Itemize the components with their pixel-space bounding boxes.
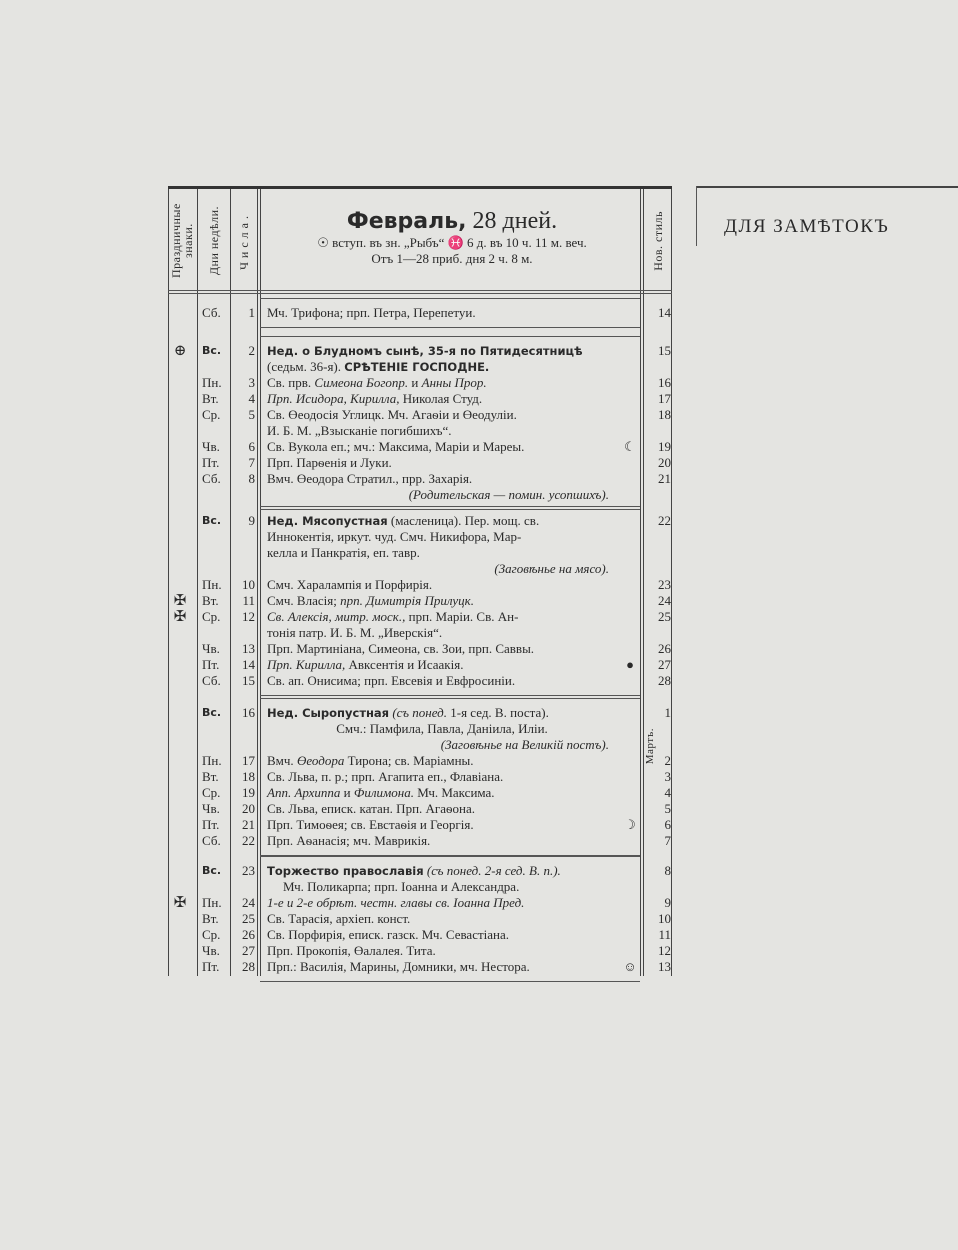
calendar-row (168, 375, 672, 391)
calendar-row-continuation (168, 487, 672, 503)
text-segment: Нед. о Блудномъ сынѣ, 35-я по Пятидесятницѣ (267, 344, 583, 358)
calendar-row (168, 673, 672, 689)
saints-text (267, 721, 617, 737)
weekday: Вт. (202, 911, 219, 926)
new-style-date: 26 (658, 641, 671, 656)
text-segment: (седьм. 36-я). (267, 359, 345, 374)
text-segment: Мч. Максима. (414, 785, 495, 800)
saints-text (267, 705, 617, 721)
saints-text (267, 343, 617, 359)
calendar-row (168, 657, 672, 673)
weekday: Вт. (202, 769, 219, 784)
text-segment: Св. Тарасія, архіеп. конст. (267, 911, 411, 926)
text-segment: СРѢТЕНІЕ ГОСПОДНЕ. (344, 360, 490, 374)
day-number: 8 (248, 471, 255, 486)
calendar-row (168, 801, 672, 817)
new-style-date: 7 (664, 833, 671, 848)
weekday: Ср. (202, 407, 221, 422)
weekday: Вт. (202, 391, 219, 406)
saints-text (267, 753, 617, 769)
weekday: Вс. (202, 706, 222, 719)
new-style-date: 20 (658, 455, 671, 470)
saints-text (267, 833, 617, 849)
text-segment: Смч.: Памфила, Павла, Даніила, Иліи. (336, 721, 548, 736)
text-segment: прп. Димитрія Прилуцк. (340, 593, 474, 608)
text-segment: и (340, 785, 354, 800)
text-segment: Авксентія и Исаакія. (345, 657, 464, 672)
day-number: 14 (242, 657, 255, 672)
day-number: 28 (242, 959, 255, 974)
text-segment: Мч. Поликарпа; прп. Іоанна и Александра. (283, 879, 520, 894)
zodiac-line: вступ. въ зн. „Рыбъ“ ♓ 6 д. въ 10 ч. 11 м. веч. (332, 235, 587, 250)
text-segment: Вмч. Өеодора Стратил., прр. Захарія. (267, 471, 473, 486)
new-style-date: 2 (664, 753, 671, 768)
day-number: 17 (242, 753, 255, 768)
saints-text (267, 545, 617, 561)
new-style-date: 6 (664, 817, 671, 832)
calendar-row (168, 513, 672, 529)
text-segment: Торжество православія (267, 864, 424, 878)
march-label: Мартъ. (643, 727, 656, 765)
calendar-row (168, 593, 672, 609)
new-style-date: 24 (658, 593, 671, 608)
calendar-row (168, 753, 672, 769)
new-style-date: 25 (658, 609, 671, 624)
text-segment: Анны Прор. (421, 375, 487, 390)
text-segment: (Заговѣнье на Великій постъ). (440, 737, 609, 752)
moon-phase-icon: ☺ (623, 959, 637, 974)
saints-text (267, 391, 617, 407)
calendar-row (168, 769, 672, 785)
text-segment: келла и Панкратія, еп. тавр. (267, 545, 420, 560)
text-segment: Прп. Исидора, Кирилла, (267, 391, 400, 406)
calendar-row-continuation (168, 737, 672, 753)
weekday: Чв. (202, 801, 220, 816)
day-number: 10 (242, 577, 255, 592)
holiday-cross-icon: ✠ (173, 609, 187, 625)
saints-text (267, 959, 617, 975)
weekday: Сб. (202, 471, 221, 486)
header-holidays-label: Праздничные знаки. (169, 203, 195, 279)
calendar-row (168, 911, 672, 927)
moon-phase-icon: ☽ (624, 817, 636, 832)
new-style-date: 1 (664, 705, 671, 720)
daylight-line: Отъ 1—28 приб. дня 2 ч. 8 м. (371, 251, 533, 266)
saints-text (267, 471, 617, 487)
saints-text (267, 673, 617, 689)
month-days: 28 дней. (472, 208, 558, 234)
weekday: Пт. (202, 959, 220, 974)
header-new-style-label: Нов. стиль (650, 211, 665, 271)
calendar-row-continuation (168, 879, 672, 895)
weekday: Сб. (202, 833, 221, 848)
new-style-date: 13 (658, 959, 671, 974)
moon-phase-icon: ☾ (624, 439, 636, 454)
new-style-date: 17 (658, 391, 671, 406)
calendar-row (168, 863, 672, 879)
new-style-date: 9 (664, 895, 671, 910)
header-weekdays (199, 194, 229, 288)
weekday: Ср. (202, 927, 221, 942)
text-segment: Прп.: Василія, Марины, Домники, мч. Нестора. (267, 959, 530, 974)
saints-text (267, 305, 617, 321)
calendar-row (168, 439, 672, 455)
text-segment: Св. Порфирія, еписк. газск. Мч. Севастіана. (267, 927, 510, 942)
text-segment: Симеона Богопр. (314, 375, 409, 390)
week-group (168, 506, 672, 696)
new-style-date: 21 (658, 471, 671, 486)
weekday: Ср. (202, 609, 221, 624)
text-segment: 1-я сед. В. поста). (446, 705, 549, 720)
day-number: 15 (242, 673, 255, 688)
saints-text (267, 785, 617, 801)
day-number: 26 (242, 927, 255, 942)
saints-text (267, 817, 617, 833)
text-segment: (съ понед. (389, 705, 447, 720)
calendar-row (168, 641, 672, 657)
text-segment: (Заговѣнье на мясо). (494, 561, 609, 576)
new-style-date: 8 (664, 863, 671, 878)
saints-text (267, 359, 617, 375)
weekday: Пн. (202, 753, 222, 768)
weekday: Вс. (202, 344, 222, 357)
notes-border (696, 186, 697, 246)
day-number: 19 (242, 785, 255, 800)
weekday: Вс. (202, 514, 222, 527)
new-style-date: 19 (658, 439, 671, 454)
new-style-date: 15 (658, 343, 671, 358)
text-segment: Смч. Харалампія и Порфирія. (267, 577, 433, 592)
calendar-row-continuation (168, 561, 672, 577)
calendar-row-continuation (168, 529, 672, 545)
saints-text (267, 455, 617, 471)
header-rule (168, 290, 672, 291)
calendar-row (168, 943, 672, 959)
text-segment: Прп. Прокопія, Өалалея. Тита. (267, 943, 436, 958)
header-rule (168, 293, 672, 294)
calendar-row (168, 959, 672, 975)
text-segment: тонія патр. И. Б. М. „Иверскія“. (267, 625, 443, 640)
calendar-row (168, 705, 672, 721)
calendar-row (168, 391, 672, 407)
saints-text (267, 439, 617, 455)
holiday-cross-icon: ✠ (173, 895, 187, 911)
calendar-row (168, 305, 672, 321)
week-group (168, 298, 672, 328)
calendar-row (168, 833, 672, 849)
saints-text (267, 513, 617, 529)
new-style-date: 11 (658, 927, 671, 942)
month-header (264, 194, 640, 288)
text-segment: Тирона; св. Маріамны. (344, 753, 474, 768)
text-segment: Апп. Архиппа (267, 785, 341, 800)
week-group (168, 698, 672, 856)
calendar-row (168, 343, 672, 359)
text-segment: (масленица). Пер. мощ. св. (387, 513, 540, 528)
text-segment: Прп. Тимоѳея; св. Евстаѳія и Георгія. (267, 817, 474, 832)
saints-text (267, 593, 617, 609)
new-style-date: 27 (658, 657, 671, 672)
new-style-date: 10 (658, 911, 671, 926)
day-number: 4 (248, 391, 255, 406)
text-segment: Прп. Кирилла, (267, 657, 346, 672)
saints-text (267, 911, 617, 927)
text-segment: Нед. Мясопустная (267, 514, 388, 528)
weekday: Пн. (202, 895, 222, 910)
saints-text (267, 641, 617, 657)
month-title: Февраль, (346, 209, 467, 234)
text-segment: Св. ап. Онисима; прп. Евсевія и Евфросиніи. (267, 673, 516, 688)
march-label-box (644, 716, 656, 776)
text-segment: И. Б. М. „Взысканіе погибшихъ“. (267, 423, 452, 438)
day-number: 22 (242, 833, 255, 848)
saints-text (267, 879, 617, 895)
weekday: Сб. (202, 305, 221, 320)
saints-text (267, 487, 617, 503)
day-number: 25 (242, 911, 255, 926)
header-weekdays-label: Дни недѣли. (207, 206, 221, 276)
calendar-row (168, 927, 672, 943)
sun-icon: ☉ (317, 235, 329, 250)
saints-text (267, 375, 617, 391)
calendar-table (168, 186, 672, 976)
text-segment: Св. Вукола еп.; мч.: Максима, Маріи и Мареы. (267, 439, 525, 454)
header-numbers (232, 194, 256, 288)
text-segment: 1-е и 2-е обрѣт. честн. главы св. Іоанна Пред. (267, 895, 525, 910)
weekday: Пн. (202, 375, 222, 390)
new-style-date: 16 (658, 375, 671, 390)
day-number: 9 (248, 513, 255, 528)
text-segment: Прп. Мартиніана, Симеона, св. Зои, прп. Саввы. (267, 641, 535, 656)
text-segment: (съ понед. 2-я сед. В. п.). (423, 863, 561, 878)
text-segment: (Родительская — помин. усопшихъ). (408, 487, 609, 502)
calendar-row-continuation (168, 625, 672, 641)
text-segment: Мч. Трифона; прп. Петра, Перепетуи. (267, 305, 476, 320)
day-number: 7 (248, 455, 255, 470)
day-number: 18 (242, 769, 255, 784)
day-number: 1 (248, 305, 255, 320)
saints-text (267, 561, 617, 577)
top-rule (168, 186, 672, 189)
text-segment: прп. Маріи. Св. Ан- (405, 609, 519, 624)
saints-text (267, 609, 617, 625)
weekday: Вт. (202, 593, 219, 608)
day-number: 21 (242, 817, 255, 832)
weekday: Пт. (202, 455, 220, 470)
calendar-row-continuation (168, 721, 672, 737)
weekday: Пт. (202, 817, 220, 832)
calendar-row (168, 785, 672, 801)
saints-text (267, 529, 617, 545)
weekday: Вс. (202, 864, 222, 877)
day-number: 23 (242, 863, 255, 878)
new-style-date: 5 (664, 801, 671, 816)
saints-text (267, 943, 617, 959)
text-segment: Өеодора (296, 753, 345, 768)
calendar-row (168, 895, 672, 911)
saints-text (267, 657, 617, 673)
saints-text (267, 927, 617, 943)
header-numbers-label: Числа. (237, 212, 251, 270)
text-segment: и (408, 375, 422, 390)
saints-text (267, 423, 617, 439)
new-style-date: 4 (664, 785, 671, 800)
weekday: Чв. (202, 641, 220, 656)
new-style-date: 23 (658, 577, 671, 592)
day-number: 11 (242, 593, 255, 608)
text-segment: Нед. Сыропустная (267, 706, 390, 720)
new-style-date: 22 (658, 513, 671, 528)
text-segment: Николая Студ. (399, 391, 483, 406)
new-style-date: 12 (658, 943, 671, 958)
weekday: Чв. (202, 943, 220, 958)
text-segment: Св. Алексія, митр. моск., (267, 609, 406, 624)
weekday: Пт. (202, 657, 220, 672)
day-number: 6 (248, 439, 255, 454)
text-segment: Прп. Аѳанасія; мч. Маврикія. (267, 833, 431, 848)
calendar-row-continuation (168, 545, 672, 561)
saints-text (267, 737, 617, 753)
new-style-date: 3 (664, 769, 671, 784)
notes-panel (696, 186, 958, 286)
text-segment: Иннокентія, иркут. чуд. Смч. Никифора, Мар- (267, 529, 522, 544)
calendar-row-continuation (168, 423, 672, 439)
holiday-cross-icon: ✠ (173, 593, 187, 609)
weekday: Ср. (202, 785, 221, 800)
text-segment: Св. Льва, еписк. катан. Прп. Агаѳона. (267, 801, 475, 816)
day-number: 20 (242, 801, 255, 816)
saints-text (267, 895, 617, 911)
saints-text (267, 407, 617, 423)
day-number: 12 (242, 609, 255, 624)
day-number: 3 (248, 375, 255, 390)
text-segment: Смч. Власія; (267, 593, 341, 608)
text-segment: Прп. Парѳенія и Луки. (267, 455, 392, 470)
text-segment: Вмч. (267, 753, 297, 768)
holiday-cross-icon: ⊕ (173, 343, 187, 359)
saints-text (267, 863, 617, 879)
calendar-row (168, 471, 672, 487)
saints-text (267, 801, 617, 817)
weekday: Пн. (202, 577, 222, 592)
saints-text (267, 625, 617, 641)
text-segment: Филимона. (353, 785, 414, 800)
new-style-date: 28 (658, 673, 671, 688)
day-number: 24 (242, 895, 255, 910)
saints-text (267, 769, 617, 785)
calendar-row (168, 609, 672, 625)
saints-text (267, 577, 617, 593)
notes-title: ДЛЯ ЗАМѢТОКЪ (724, 216, 890, 237)
week-group (168, 336, 672, 510)
text-segment: Св. прв. (267, 375, 315, 390)
calendar-row (168, 455, 672, 471)
weekday: Чв. (202, 439, 220, 454)
calendar-row (168, 407, 672, 423)
new-style-date: 14 (658, 305, 671, 320)
day-number: 27 (242, 943, 255, 958)
notes-rule (696, 186, 958, 188)
moon-phase-icon: ● (626, 657, 634, 672)
day-number: 13 (242, 641, 255, 656)
calendar-row (168, 577, 672, 593)
day-number: 16 (242, 705, 255, 720)
header-holidays (170, 194, 196, 288)
calendar-row (168, 817, 672, 833)
day-number: 2 (248, 343, 255, 358)
calendar-row-continuation (168, 359, 672, 375)
text-segment: Св. Өеодосія Углицк. Мч. Агаѳіи и Өеодуліи. (267, 407, 517, 422)
day-number: 5 (248, 407, 255, 422)
weekday: Сб. (202, 673, 221, 688)
header-new-style (645, 194, 670, 288)
text-segment: Св. Льва, п. р.; прп. Агапита еп., Флавіана. (267, 769, 504, 784)
new-style-date: 18 (658, 407, 671, 422)
week-group (168, 856, 672, 982)
